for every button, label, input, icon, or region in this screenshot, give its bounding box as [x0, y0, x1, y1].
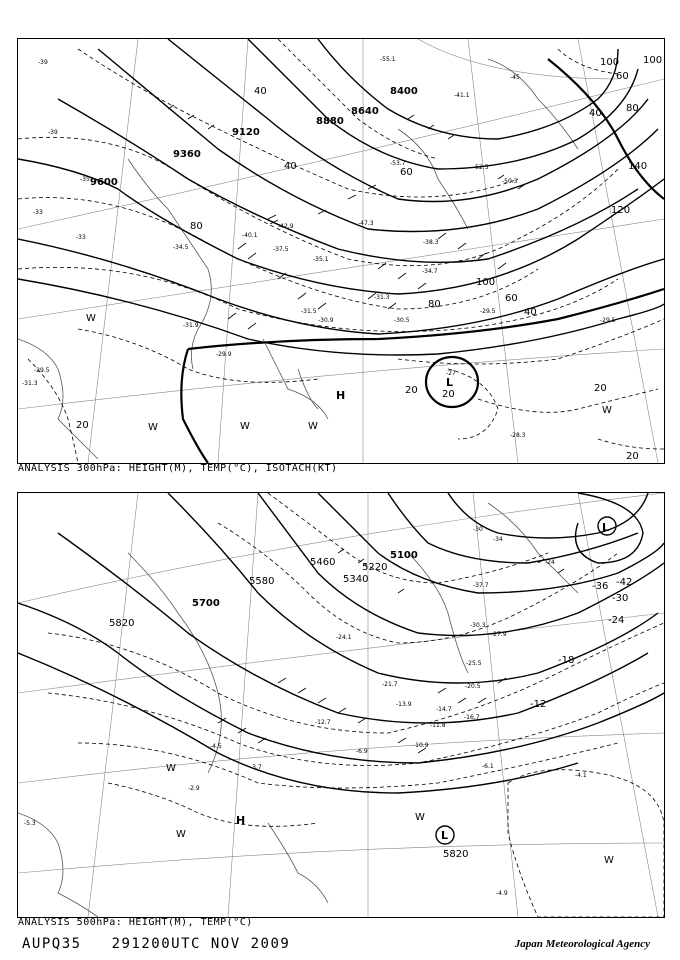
temp-label: -55.1: [380, 56, 396, 63]
map-300hpa: [18, 39, 664, 463]
height-label: 5700: [192, 598, 220, 609]
temp-label: -4.5: [210, 743, 222, 750]
high-pressure-marker: H: [236, 814, 246, 827]
high-pressure-marker: H: [336, 389, 346, 402]
temp-label: -27.9: [491, 631, 507, 638]
height-contours: [18, 493, 664, 793]
isotherms: [48, 493, 664, 917]
temp-label: -37.5: [273, 246, 289, 253]
height-label: 5220: [362, 562, 388, 573]
temp-label: -30: [473, 526, 483, 533]
temp-label: -31.3: [374, 294, 390, 301]
temp-label: -30.9: [318, 317, 334, 324]
temp-label: -21.7: [382, 681, 398, 688]
temp-label: -12.7: [315, 719, 331, 726]
temp-label: -6.1: [482, 763, 494, 770]
isotherm-label: -24: [608, 615, 625, 626]
chart-500hpa: [17, 492, 665, 918]
warm-marker: W: [148, 422, 158, 433]
height-label: 8880: [316, 116, 344, 127]
temp-label: -29.5: [480, 308, 496, 315]
caption-300hpa: ANALYSIS 300hPa: HEIGHT(M), TEMP(°C), ISOTACH(KT): [18, 463, 338, 474]
isotach-label: 20: [76, 420, 89, 431]
temp-label: -33: [33, 209, 43, 216]
temp-label: -42.9: [278, 223, 294, 230]
chart-300hpa: [17, 38, 665, 464]
temp-label: -4.1: [575, 772, 587, 779]
height-label: 9360: [173, 149, 201, 160]
isotach-label: 20: [594, 383, 607, 394]
caption-500hpa: ANALYSIS 500hPa: HEIGHT(M), TEMP(°C): [18, 917, 253, 928]
temp-label: -31.5: [301, 308, 317, 315]
lat-lon-grid: [18, 493, 664, 917]
height-label: 5340: [343, 574, 369, 585]
height-label: 5820: [443, 849, 469, 860]
temp-label: -2.9: [188, 785, 200, 792]
isotach-label: 40: [589, 108, 602, 119]
height-contours: [18, 39, 664, 355]
isotherm-label: -42: [616, 577, 633, 588]
isotach-label: 100: [600, 57, 620, 68]
height-label: 8640: [351, 106, 379, 117]
temp-label: -40.1: [242, 232, 258, 239]
isotherm-label: -18: [558, 655, 575, 666]
temp-label: -3.7: [250, 764, 262, 771]
jet-isotach: [181, 59, 664, 463]
isotherm-label: -36: [592, 581, 609, 592]
temp-label: -28.3: [510, 432, 526, 439]
low-pressure-marker: L: [441, 829, 449, 842]
height-label: 5820: [109, 618, 135, 629]
isotach-label: 20: [626, 451, 639, 462]
warm-marker: W: [86, 313, 96, 324]
map-500hpa: [18, 493, 664, 917]
height-label: 9120: [232, 127, 260, 138]
wind-barbs: [168, 105, 524, 329]
pressure-centers: [166, 521, 614, 866]
temp-label: -16.7: [464, 714, 480, 721]
temp-label: -24.1: [336, 634, 352, 641]
temp-label: -39: [38, 59, 48, 66]
temp-label: -37.7: [473, 582, 489, 589]
temp-label: -4.9: [496, 890, 508, 897]
warm-marker: W: [604, 855, 614, 866]
temp-label: -38.3: [423, 239, 439, 246]
temp-label: -52.5: [473, 164, 489, 171]
temp-label: -29.5: [34, 367, 50, 374]
isotach-label: 40: [524, 307, 537, 318]
low-center-rings: [436, 493, 643, 844]
temp-label: -31.3: [22, 380, 38, 387]
temp-label: -10.9: [413, 742, 429, 749]
isotherm-label: -30: [612, 593, 629, 604]
height-label: 5100: [390, 550, 418, 561]
isotach-label: 140: [628, 161, 648, 172]
isotach-label: 60: [616, 71, 629, 82]
temp-label: -29.9: [216, 351, 232, 358]
height-label: 8400: [390, 86, 418, 97]
bulletin-code: AUPQ35: [22, 936, 82, 952]
temp-label: -35: [80, 176, 90, 183]
temp-label: -24: [545, 559, 555, 566]
temp-label: -30.5: [394, 317, 410, 324]
temp-label: -6.9: [356, 748, 368, 755]
temp-label: -47.3: [358, 220, 374, 227]
temp-label: -33: [76, 234, 86, 241]
analysis-datetime: 291200UTC NOV 2009: [111, 936, 291, 952]
isotach-label: 60: [400, 167, 413, 178]
temp-label: -34: [493, 536, 503, 543]
warm-marker: W: [602, 405, 612, 416]
temp-label: -13.9: [396, 701, 412, 708]
warm-marker: W: [308, 421, 318, 432]
temp-label: -25.5: [466, 660, 482, 667]
temp-label: -27: [446, 370, 456, 377]
warm-marker: W: [415, 812, 425, 823]
temp-label: -31.9: [183, 322, 199, 329]
isotach-label: 20: [442, 389, 455, 400]
warm-marker: W: [166, 763, 176, 774]
temp-label: -11.8: [430, 722, 446, 729]
isotach-label: 120: [611, 205, 631, 216]
height-label: 5460: [310, 557, 336, 568]
isotach-label: 40: [284, 161, 297, 172]
temp-label: -14.7: [436, 706, 452, 713]
temp-label: -20.5: [465, 683, 481, 690]
temperature-labels: [22, 56, 616, 439]
temp-label: -39: [48, 129, 58, 136]
warm-marker: W: [240, 421, 250, 432]
isotherm-label: -12: [530, 699, 547, 710]
agency-name: Japan Meteorological Agency: [514, 938, 650, 950]
low-pressure-marker: L: [446, 376, 454, 389]
temp-label: -53.7: [390, 160, 406, 167]
isotach-label: 40: [254, 86, 267, 97]
temp-label: -45: [510, 74, 520, 81]
chart-header-code: [22, 936, 290, 952]
temp-label: -30.3: [470, 622, 486, 629]
temp-label: -35.1: [313, 256, 329, 263]
temp-label: -50.3: [502, 178, 518, 185]
isotach-label: 20: [405, 385, 418, 396]
height-label: 9600: [90, 177, 118, 188]
temp-label: -34.7: [422, 268, 438, 275]
isotach-label: 80: [626, 103, 639, 114]
temp-label: -29.5: [600, 317, 616, 324]
temp-label: -34.5: [173, 244, 189, 251]
isotach-label: 80: [428, 299, 441, 310]
isotach-label: 80: [190, 221, 203, 232]
warm-marker: W: [176, 829, 186, 840]
isotach-label: 60: [505, 293, 518, 304]
temp-label: -5.3: [24, 820, 36, 827]
isotach-label: 100: [643, 55, 663, 66]
height-label: 5580: [249, 576, 275, 587]
isotach-label: 100: [476, 277, 496, 288]
low-pressure-marker: L: [602, 521, 610, 534]
temp-label: -41.1: [454, 92, 470, 99]
